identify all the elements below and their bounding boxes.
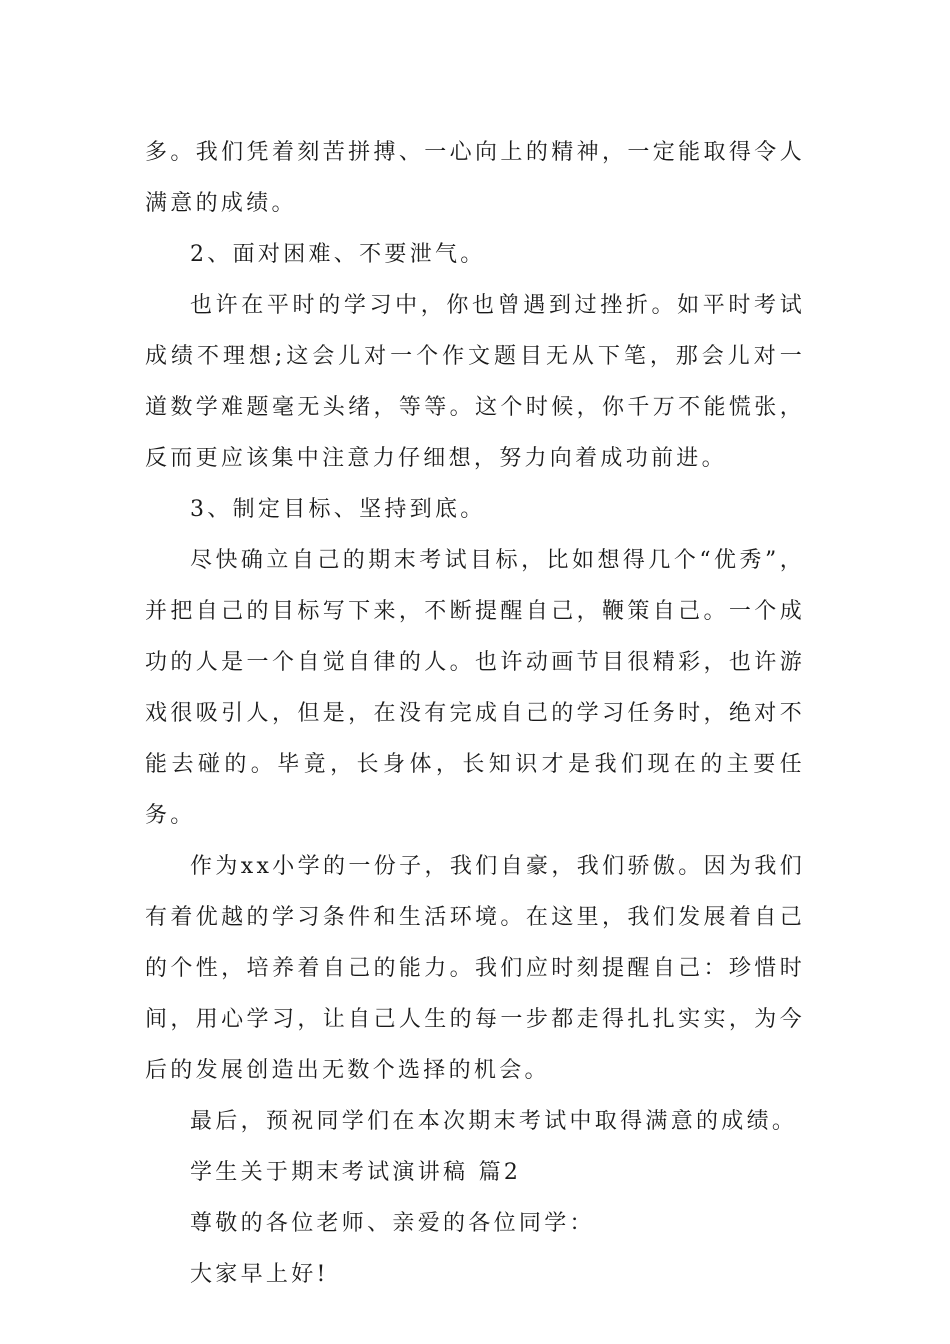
section-heading-3: 3、制定目标、坚持到底。 [190,497,486,522]
speech-title-2: 学生关于期末考试演讲稿 篇2 [190,1160,522,1185]
paragraph-school-pride: 作为xx小学的一份子，我们自豪，我们骄傲。因为我们有着优越的学习条件和生活环境。在这里，我们发展着自己的个性，培养着自己的能力。我们应时刻提醒自己：珍惜时间，用心学习，让自己人生的每一步都走得扎扎实实，为今后的发展创造出无数个选择的机会。 [145,854,805,1083]
paragraph-closing-wish: 最后，预祝同学们在本次期末考试中取得满意的成绩。 [190,1109,798,1134]
greeting: 大家早上好! [190,1262,329,1287]
paragraph-continuation: 多。我们凭着刻苦拼搏、一心向上的精神，一定能取得令人满意的成绩。 [145,140,805,216]
section-heading-2: 2、面对困难、不要泄气。 [190,242,486,267]
paragraph-difficulty: 也许在平时的学习中，你也曾遇到过挫折。如平时考试成绩不理想;这会儿对一个作文题目无从下笔，那会儿对一道数学难题毫无头绪，等等。这个时候，你千万不能慌张，反而更应该集中注意力仔细想，努力向着成功前进。 [145,293,805,471]
document-body [145,127,805,1300]
salutation: 尊敬的各位老师、亲爱的各位同学： [190,1211,595,1236]
paragraph-goals: 尽快确立自己的期末考试目标，比如想得几个“优秀”，并把自己的目标写下来，不断提醒自己，鞭策自己。一个成功的人是一个自觉自律的人。也许动画节目很精彩，也许游戏很吸引人，但是，在没有完成自己的学习任务时，绝对不能去碰的。毕竟，长身体，长知识才是我们现在的主要任务。 [145,548,805,828]
